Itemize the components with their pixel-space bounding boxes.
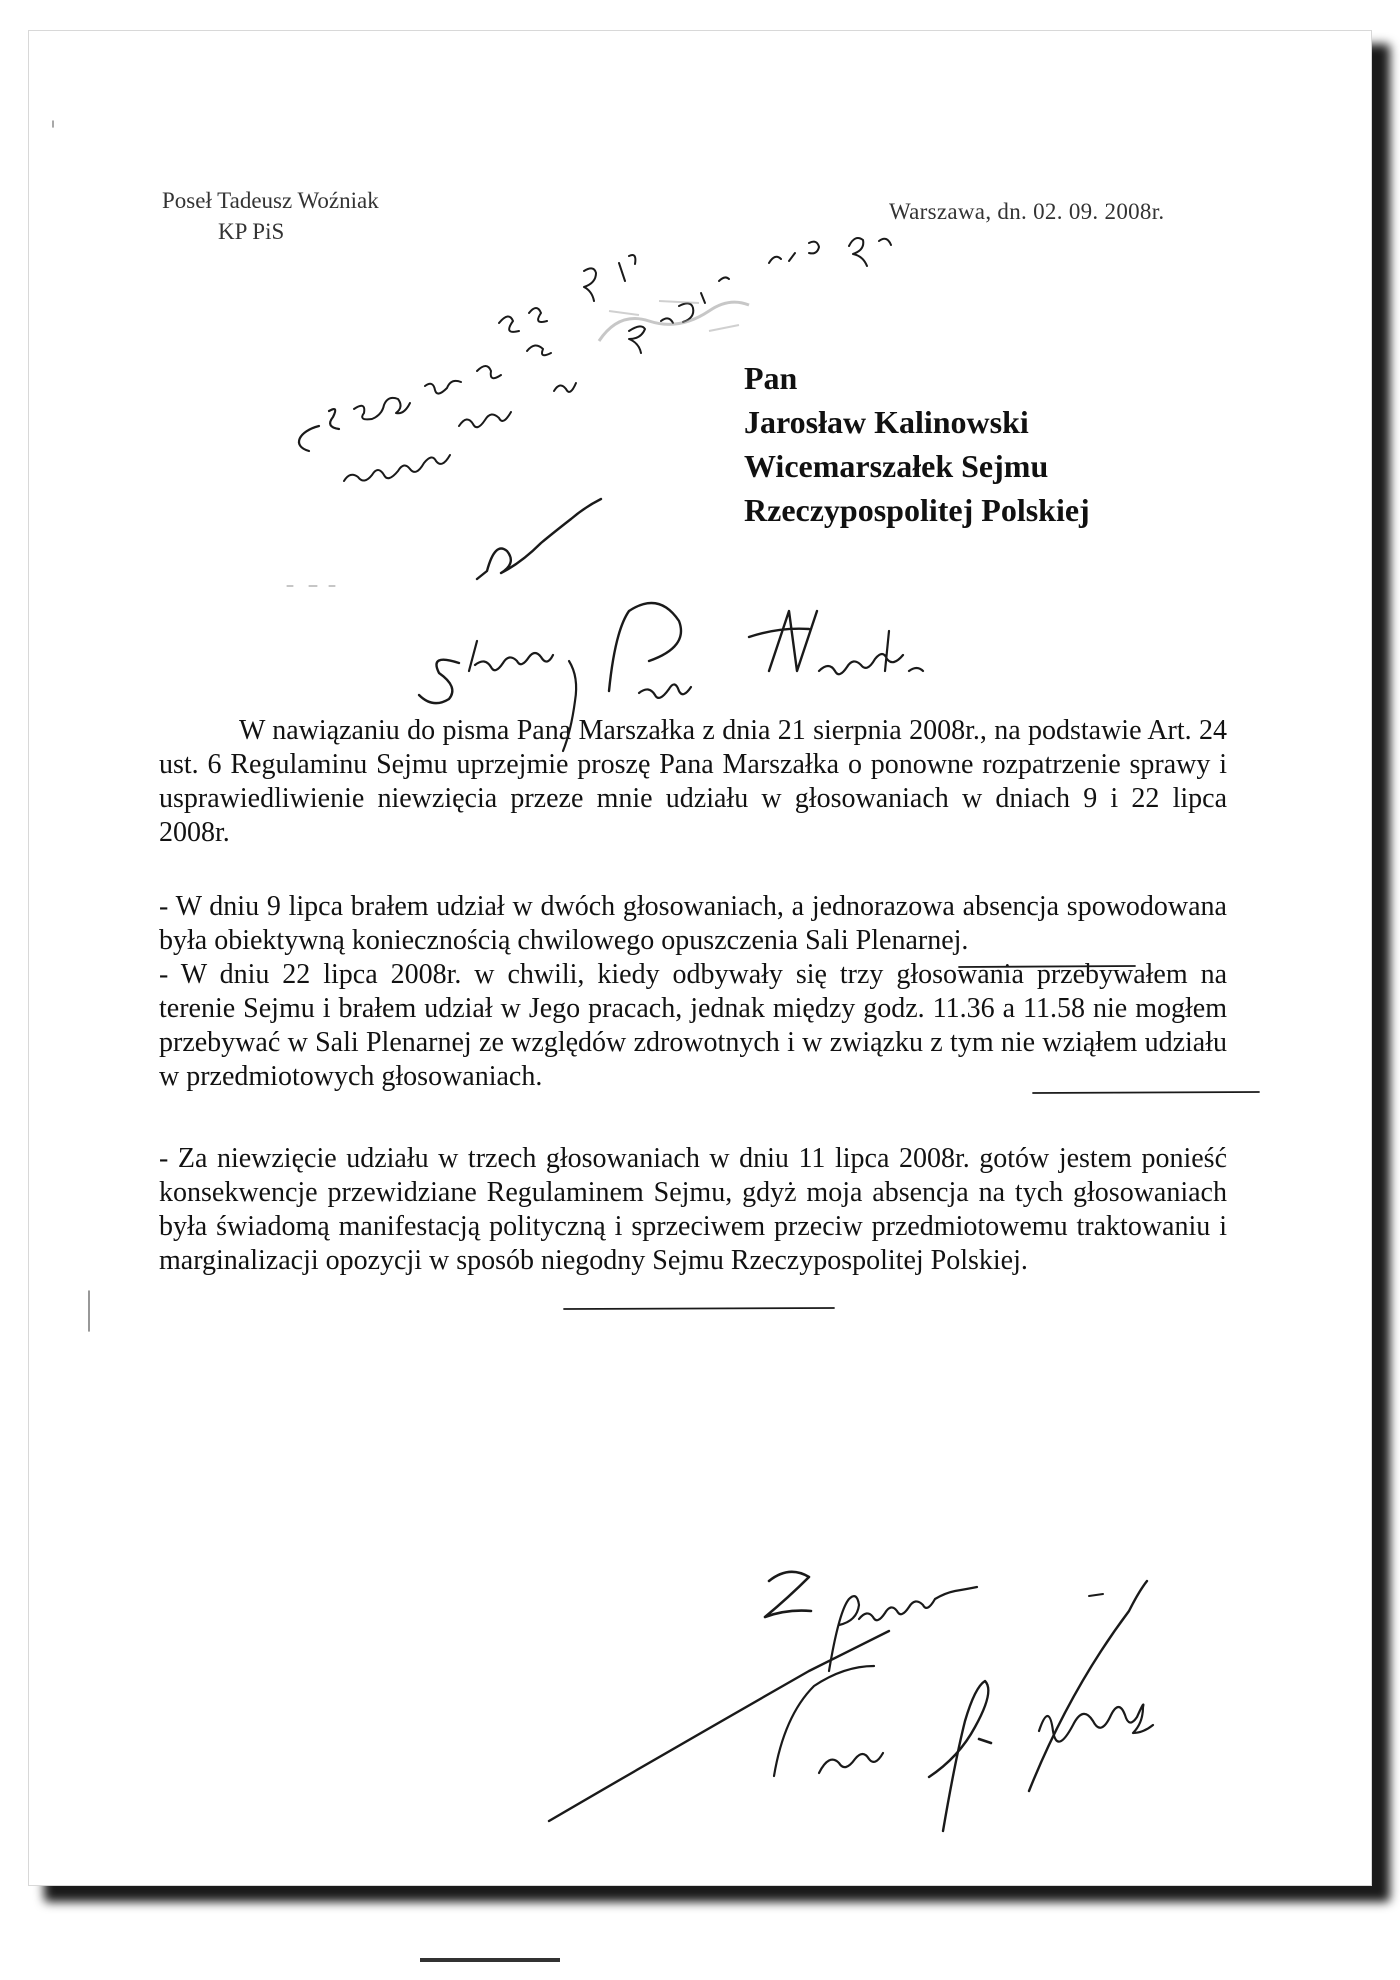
paragraph-july-9: - W dniu 9 lipca brałem udział w dwóch głosowaniach, a jednorazowa absencja spowodowana była obiektywną koniecznością chwilowego opuszczenia Sali Plenarnej. xyxy=(159,891,1227,956)
letter-body xyxy=(159,714,1227,1278)
letter-page xyxy=(28,30,1372,1886)
sender-block xyxy=(162,185,379,247)
paragraph-july-22: - W dniu 22 lipca 2008r. w chwili, kiedy odbywały się trzy głosowania przebywałem na terenie Sejmu i brałem udział w Jego pracach, jednak między godz. 11.36 a 11.58 nie mogłem przebywać w Sali Plenarnej ze względów zdrowotnych i w związku z tym nie wziąłem udziału w przedmiotowych głosowaniach. xyxy=(159,959,1227,1092)
addressee-name: Jarosław Kalinowski xyxy=(744,404,1029,440)
stamp-bleed-through xyxy=(589,281,769,361)
letter-date: Warszawa, dn. 02. 09. 2008r. xyxy=(889,199,1165,224)
closing-signature xyxy=(549,1572,1153,1831)
paragraph-july-11: - Za niewzięcie udziału w trzech głosowaniach w dniu 11 lipca 2008r. gotów jestem ponieść konsekwencje przewidziane Regulaminem Sejmu, gdyż moja absencja na tych głosowaniach była świadomą manifestacją polityczną i sprzeciwem przeciw przedmiotowemu traktowaniu i marginalizacji opozycji w sposób niegodny Sejmu Rzeczypospolitej Polskiej. xyxy=(159,1143,1227,1276)
addressee-salutation: Pan xyxy=(744,360,798,396)
addressee-title: Wicemarszałek Sejmu xyxy=(744,448,1049,484)
paragraph-request: W nawiązaniu do pisma Pana Marszałka z dnia 21 sierpnia 2008r., na podstawie Art. 24 ust. 6 Regulaminu Sejmu uprzejmie proszę Pana Marszałka o ponowne rozpatrzenie sprawy i usprawiedliwienie niewzięcia przeze mnie udziału w głosowaniach w dniach 9 i 22 lipca 2008r. xyxy=(159,715,1227,848)
sender-party: KP PiS xyxy=(218,219,285,244)
scan-edge-mark xyxy=(420,1958,560,1962)
addressee-block xyxy=(744,356,1090,532)
sender-name: Poseł Tadeusz Woźniak xyxy=(162,188,379,213)
addressee-institution: Rzeczypospolitej Polskiej xyxy=(744,492,1090,528)
